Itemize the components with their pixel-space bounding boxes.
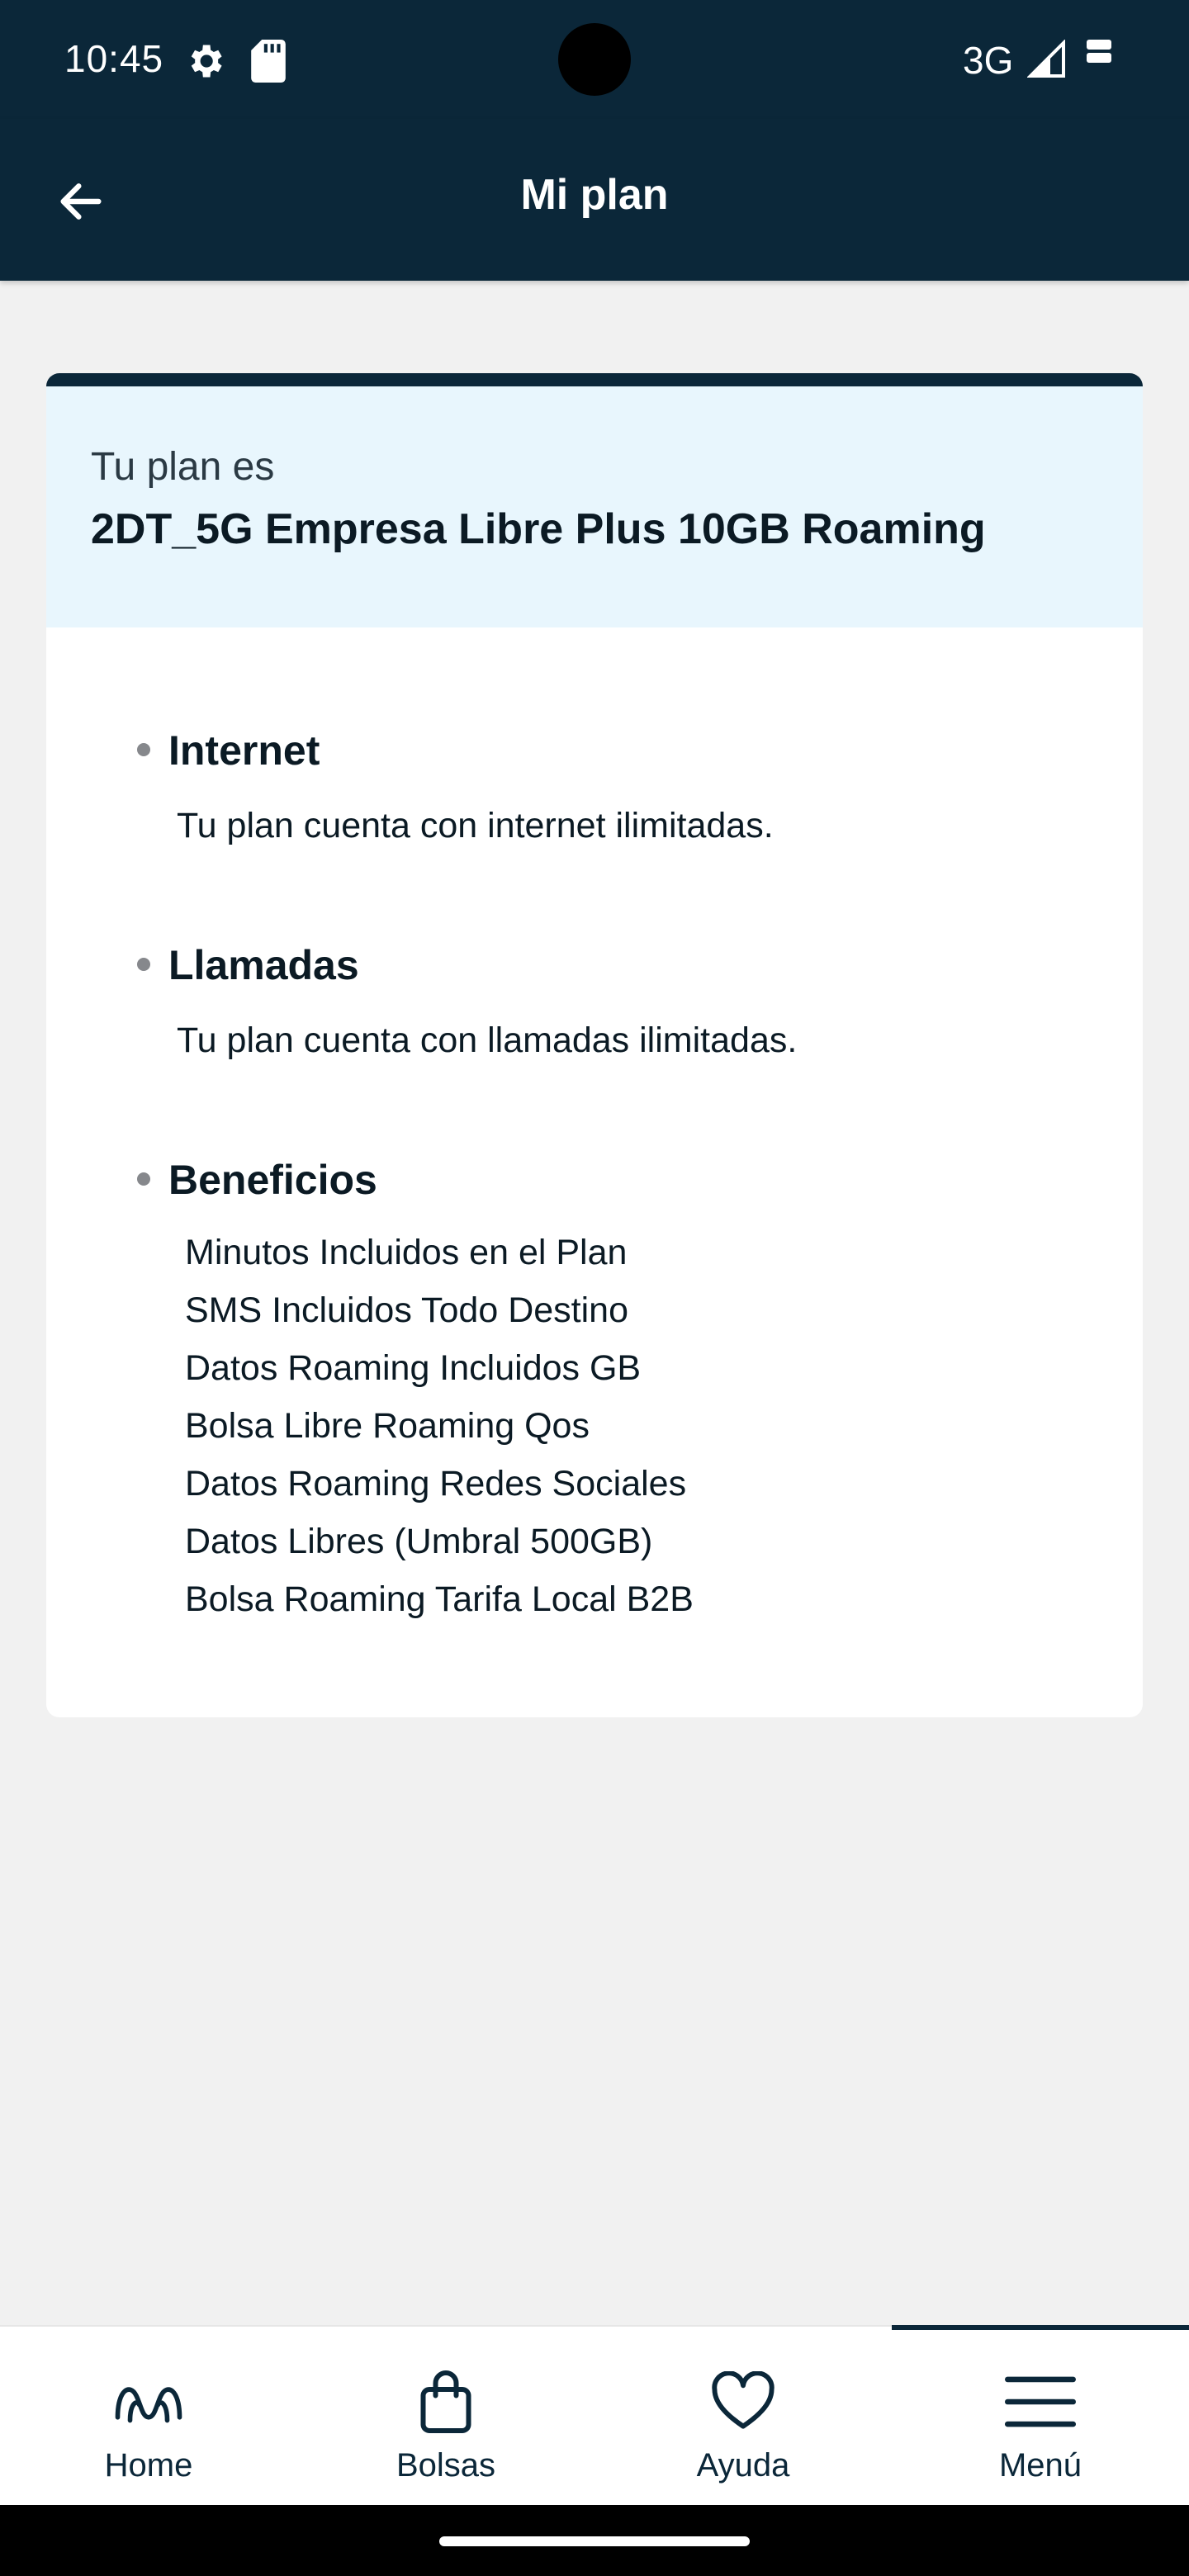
status-bar [0,0,1189,119]
plan-card [46,373,1143,1717]
hamburger-menu-icon [1003,2365,1078,2439]
plan-summary [46,386,1143,627]
bullet-icon [137,743,150,756]
feature-title: Beneficios [168,1157,377,1203]
nav-label: Ayuda [696,2447,790,2484]
bullet-icon [137,1172,150,1186]
benefit-item: Datos Libres (Umbral 500GB) [185,1522,653,1561]
gesture-bar [0,2505,1189,2576]
benefit-list [185,1224,694,1628]
battery-icon [1087,40,1111,69]
status-time: 10:45 [64,37,164,80]
benefit-item: Bolsa Roaming Tarifa Local B2B [185,1579,694,1619]
gear-icon [183,40,226,83]
signal-icon [1027,40,1067,79]
benefit-item: Datos Roaming Redes Sociales [185,1464,687,1503]
card-top-accent [46,373,1143,386]
movistar-logo-icon [111,2365,186,2439]
bottom-nav [0,2325,1189,2505]
bullet-icon [137,958,150,971]
nav-label: Bolsas [396,2447,496,2484]
benefit-item: SMS Incluidos Todo Destino [185,1290,628,1330]
feature-title: Internet [168,727,320,774]
benefit-item: Bolsa Libre Roaming Qos [185,1406,590,1446]
benefit-item: Minutos Incluidos en el Plan [185,1233,628,1272]
nav-item-bolsas[interactable] [297,2327,594,2507]
app-header [0,119,1189,281]
camera-cutout [558,23,631,96]
feature-description: Tu plan cuenta con llamadas ilimitadas. [177,1020,798,1060]
plan-label: Tu plan es [91,445,275,489]
nav-item-menu[interactable] [892,2327,1189,2507]
page-title: Mi plan [520,171,669,219]
benefit-item: Datos Roaming Incluidos GB [185,1348,642,1388]
feature-description: Tu plan cuenta con internet ilimitadas. [177,806,774,845]
bag-icon [409,2365,483,2439]
feature-title: Llamadas [168,942,359,988]
nav-label: Menú [998,2447,1082,2484]
nav-item-home[interactable] [0,2327,297,2507]
sd-card-icon [251,40,286,83]
nav-item-ayuda[interactable] [594,2327,892,2507]
plan-name: 2DT_5G Empresa Libre Plus 10GB Roaming [91,505,986,553]
heart-icon [706,2365,780,2439]
network-type: 3G [963,39,1014,82]
nav-label: Home [104,2447,193,2484]
home-gesture-handle[interactable] [439,2536,750,2546]
